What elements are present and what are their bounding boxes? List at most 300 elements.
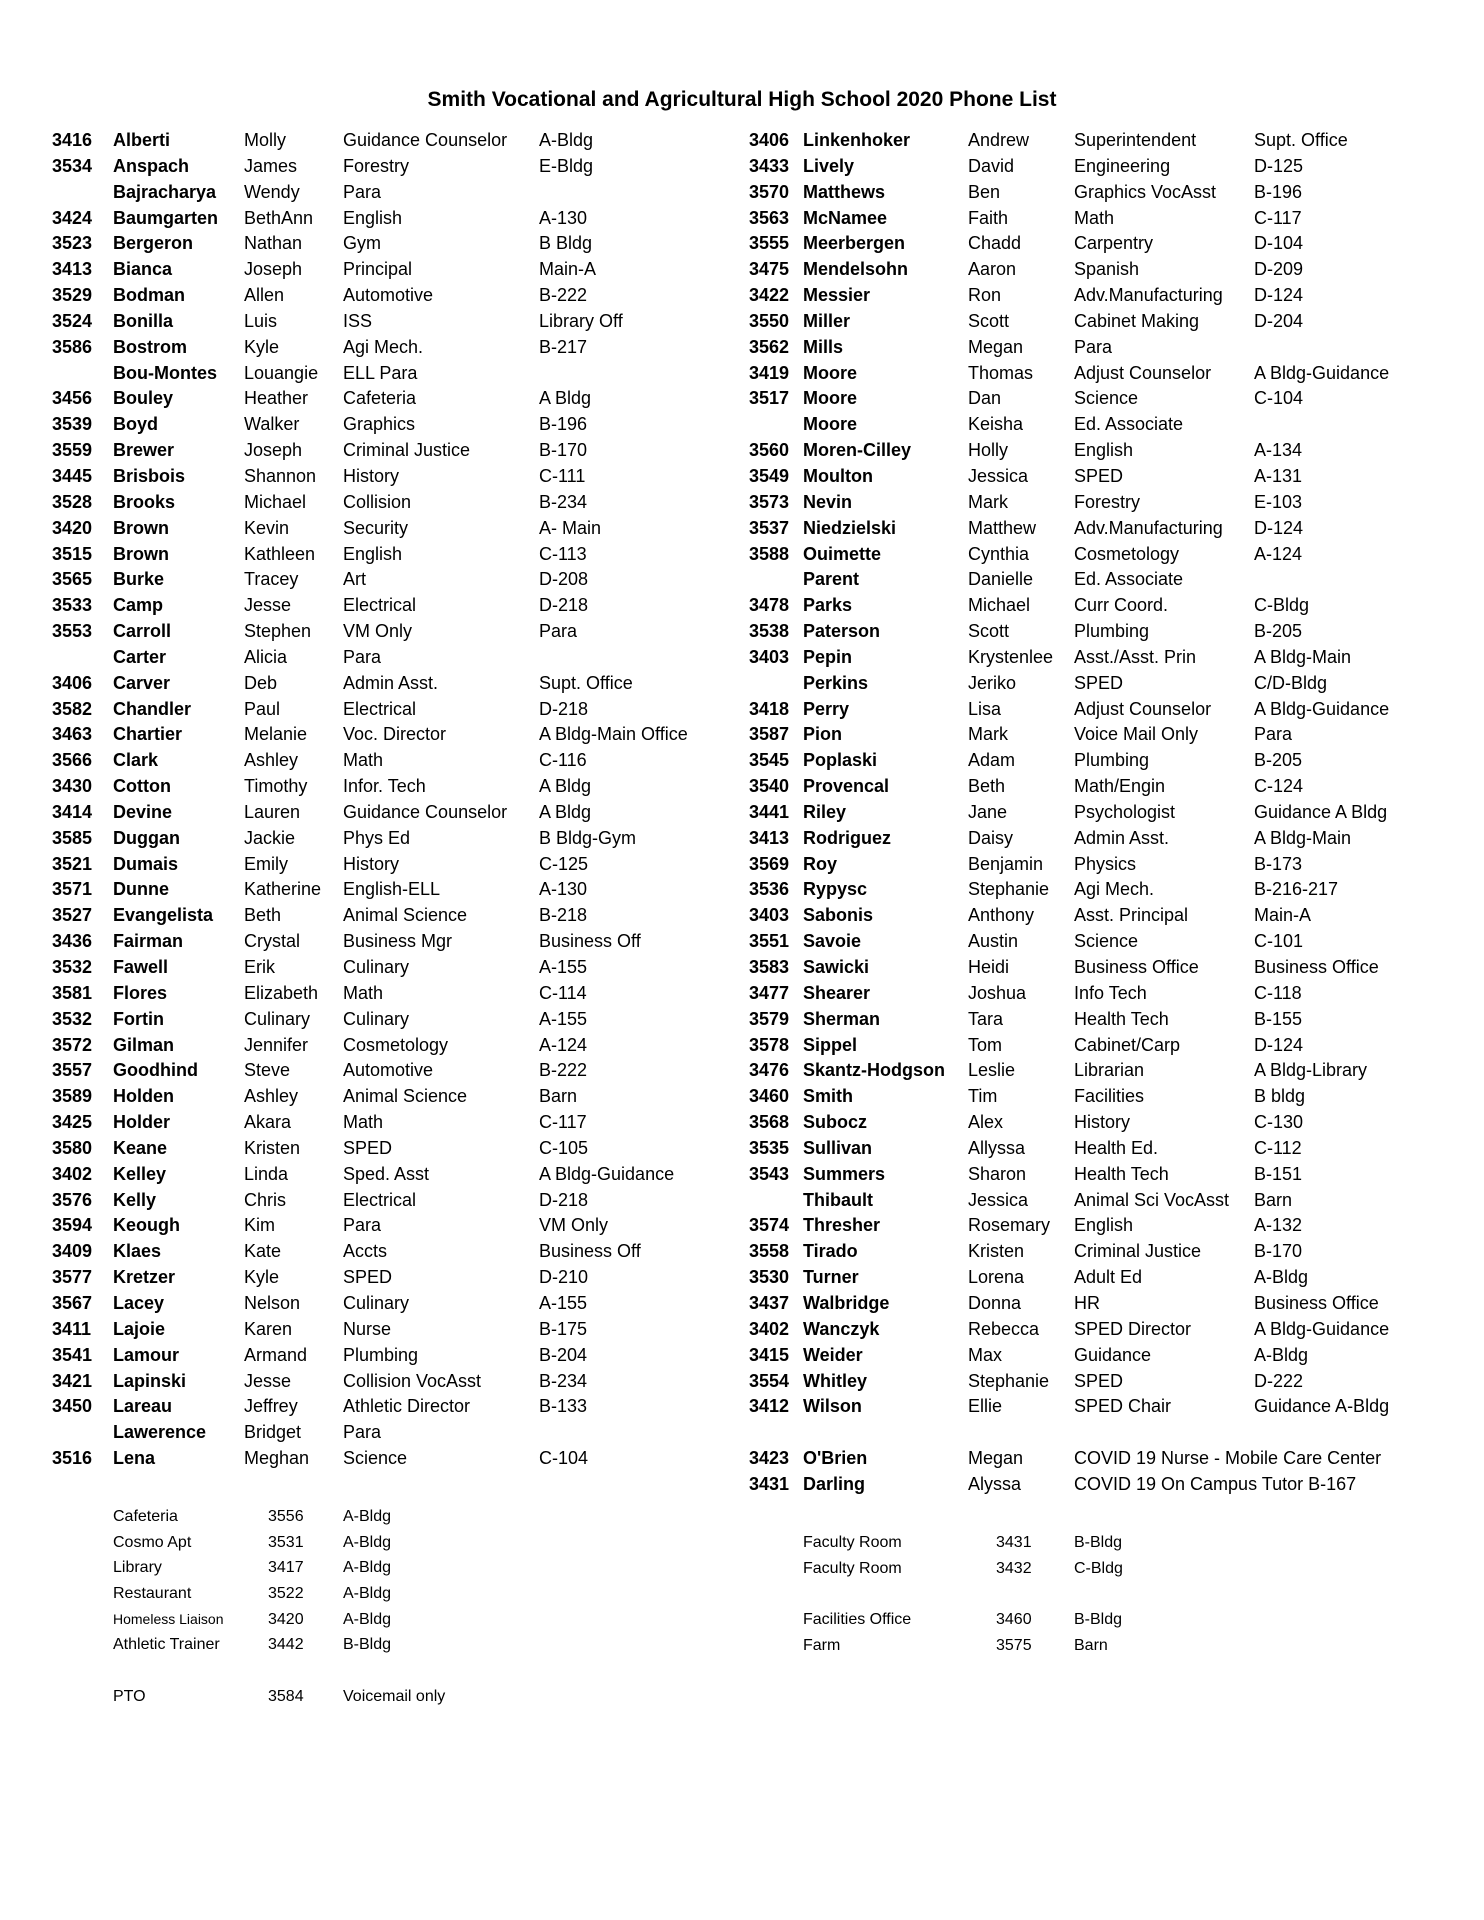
room: B-175 <box>539 1318 588 1339</box>
last-name: Weider <box>803 1344 863 1365</box>
room: E-Bldg <box>539 155 594 176</box>
room: C/D-Bldg <box>1254 672 1328 693</box>
room: C-105 <box>539 1137 589 1158</box>
room: B-133 <box>539 1396 588 1417</box>
last-name: Lapinski <box>113 1370 187 1391</box>
room: A-134 <box>1254 440 1303 461</box>
first-name: Adam <box>968 750 1016 771</box>
room: A Bldg-Main <box>1254 646 1352 667</box>
extension: 3431 <box>996 1534 1032 1551</box>
room: B-234 <box>539 1370 588 1391</box>
extension: 3565 <box>52 569 93 590</box>
first-name: Luis <box>244 310 278 331</box>
department: Criminal Justice <box>343 440 471 461</box>
department: Adjust Counselor <box>1074 698 1212 719</box>
room: Supt. Office <box>539 672 633 693</box>
first-name: Lauren <box>244 801 301 822</box>
last-name: Baumgarten <box>113 207 219 228</box>
last-name: Boyd <box>113 414 158 435</box>
extension: 3406 <box>52 672 93 693</box>
extension: 3450 <box>52 1396 93 1417</box>
department: Electrical <box>343 1189 417 1210</box>
building: Barn <box>1074 1636 1108 1654</box>
last-name: Moore <box>803 414 857 435</box>
last-name: Alberti <box>113 130 171 150</box>
room: D-125 <box>1254 155 1304 176</box>
extension: 3568 <box>749 1112 790 1133</box>
last-name: Savoie <box>803 931 862 952</box>
last-name: Smith <box>803 1086 854 1107</box>
extension: 3584 <box>268 1687 304 1705</box>
department: Art <box>343 569 367 590</box>
department: Security <box>343 517 409 538</box>
last-name: Lively <box>803 155 855 176</box>
extension: 3531 <box>268 1533 304 1551</box>
first-name: Aaron <box>968 259 1017 280</box>
first-name: Mark <box>968 491 1008 512</box>
department: Plumbing <box>1074 750 1150 771</box>
last-name: O'Brien <box>803 1448 868 1469</box>
extension: 3463 <box>52 724 93 745</box>
last-name: Wanczyk <box>803 1318 880 1339</box>
first-name: Allyssa <box>968 1137 1026 1158</box>
room: A-155 <box>539 1008 588 1029</box>
room: A Bldg-Guidance <box>1254 1318 1390 1339</box>
first-name: Heather <box>244 388 309 409</box>
room: A Bldg-Main <box>1254 827 1352 848</box>
room: B-234 <box>539 491 588 512</box>
department: Librarian <box>1074 1060 1145 1081</box>
last-name: Mendelsohn <box>803 259 909 280</box>
last-name: Bostrom <box>113 336 188 357</box>
last-name: Poplaski <box>803 750 878 771</box>
extension: 3553 <box>52 621 93 642</box>
department: Electrical <box>343 595 417 616</box>
room: D-124 <box>1254 285 1304 306</box>
first-name: Scott <box>968 310 1010 331</box>
first-name: Kyle <box>244 336 280 357</box>
room: A Bldg <box>539 388 592 409</box>
extension: 3583 <box>749 957 790 977</box>
last-name: Brown <box>113 543 169 564</box>
last-name: Perry <box>803 698 850 719</box>
department: Business Mgr <box>343 931 453 952</box>
last-name: Thresher <box>803 1215 881 1236</box>
extension: 3576 <box>52 1189 93 1210</box>
first-name: Megan <box>968 336 1024 357</box>
last-name: Messier <box>803 285 871 306</box>
first-name: Leslie <box>968 1060 1016 1081</box>
last-name: Clark <box>113 750 159 771</box>
department: VM Only <box>343 621 413 642</box>
department: Sped. Asst <box>343 1163 430 1184</box>
first-name: Donna <box>968 1292 1022 1313</box>
last-name: Matthews <box>803 181 886 202</box>
last-name: Pepin <box>803 646 853 667</box>
room: D-204 <box>1254 310 1304 331</box>
extension: 3573 <box>749 491 790 512</box>
first-name: Scott <box>968 621 1010 642</box>
building: B-Bldg <box>1074 1534 1123 1551</box>
room: A-130 <box>539 879 588 900</box>
extension: 3532 <box>52 1008 93 1029</box>
department: Ed. Associate <box>1074 414 1184 435</box>
extension: 3539 <box>52 414 93 435</box>
room: B-196 <box>539 414 588 435</box>
department: Science <box>1074 931 1139 952</box>
last-name: Sawicki <box>803 957 870 977</box>
first-name: Kristen <box>244 1137 301 1158</box>
extension: 3420 <box>52 517 93 538</box>
extension: 3556 <box>268 1508 304 1525</box>
first-name: Louangie <box>244 362 319 383</box>
extension: 3528 <box>52 491 93 512</box>
last-name: Cotton <box>113 776 171 797</box>
first-name: Tara <box>968 1008 1004 1029</box>
extension: 3571 <box>52 879 93 900</box>
extension: 3533 <box>52 595 93 616</box>
room: C-116 <box>539 750 587 771</box>
extension: 3424 <box>52 207 93 228</box>
extension: 3403 <box>749 905 790 926</box>
extension: 3536 <box>749 879 790 900</box>
extension: 3572 <box>52 1034 93 1055</box>
room: D-208 <box>539 569 589 590</box>
extension: 3402 <box>52 1163 93 1184</box>
department: Collision <box>343 491 412 512</box>
room: C-130 <box>1254 1112 1304 1133</box>
extension: 3416 <box>52 130 93 150</box>
room: D-218 <box>539 595 589 616</box>
last-name: Mills <box>803 336 844 357</box>
last-name: Fairman <box>113 931 184 952</box>
department: English <box>343 543 403 564</box>
department: Superintendent <box>1074 130 1197 150</box>
extension: 3413 <box>52 259 93 280</box>
first-name: Sharon <box>968 1163 1027 1184</box>
extension: 3554 <box>749 1370 790 1391</box>
extension: 3521 <box>52 853 93 874</box>
department: Admin Asst. <box>1074 827 1170 848</box>
last-name: Pion <box>803 724 842 745</box>
department: Animal Science <box>343 905 468 926</box>
extension: 3477 <box>749 982 790 1003</box>
last-name: Provencal <box>803 776 890 797</box>
extension: 3586 <box>52 336 93 357</box>
first-name: Keisha <box>968 414 1024 435</box>
building: A-Bldg <box>343 1533 392 1551</box>
room: A Bldg-Guidance <box>1254 698 1390 719</box>
first-name: Tracey <box>244 569 299 590</box>
first-name: Jeffrey <box>244 1396 298 1417</box>
extension: 3581 <box>52 982 93 1003</box>
department: Para <box>343 1215 382 1236</box>
last-name: Parent <box>803 569 860 590</box>
last-name: Bou-Montes <box>113 362 217 383</box>
extension: 3524 <box>52 310 93 331</box>
location-name: Cosmo Apt <box>113 1533 192 1551</box>
department: Voc. Director <box>343 724 447 745</box>
last-name: Dumais <box>113 853 179 874</box>
extension: 3411 <box>52 1318 92 1339</box>
extension: 3532 <box>52 957 93 977</box>
extension: 3537 <box>749 517 790 538</box>
extension: 3420 <box>268 1610 304 1628</box>
extension: 3442 <box>268 1636 304 1654</box>
department: Adv.Manufacturing <box>1074 517 1223 538</box>
room: A Bldg-Guidance <box>1254 362 1390 383</box>
last-name: Bajracharya <box>113 181 217 202</box>
last-name: Kelley <box>113 1163 167 1184</box>
extension: 3441 <box>749 801 790 822</box>
extension: 3569 <box>749 853 790 874</box>
extension: 3460 <box>996 1611 1032 1629</box>
last-name: Niedzielski <box>803 517 897 538</box>
department: Cosmetology <box>343 1034 449 1055</box>
last-name: Moore <box>803 388 857 409</box>
last-name: Goodhind <box>113 1060 198 1081</box>
last-name: Kelly <box>113 1189 157 1210</box>
building: A-Bldg <box>343 1585 392 1603</box>
first-name: Crystal <box>244 931 301 952</box>
page-title: Smith Vocational and Agricultural High School 2020 Phone List <box>427 88 1057 111</box>
first-name: Timothy <box>244 776 308 797</box>
last-name: Lareau <box>113 1396 173 1417</box>
first-name: Steve <box>244 1060 291 1081</box>
first-name: Benjamin <box>968 853 1044 874</box>
last-name: Moulton <box>803 465 873 486</box>
extension: 3587 <box>749 724 790 745</box>
room: D-124 <box>1254 1034 1304 1055</box>
department: Gym <box>343 233 381 254</box>
last-name: Roy <box>803 853 838 874</box>
department: Science <box>343 1448 408 1469</box>
first-name: Kate <box>244 1241 282 1262</box>
last-name: Lajoie <box>113 1318 166 1339</box>
location-name: Faculty Room <box>803 1534 902 1551</box>
last-name: Shearer <box>803 982 871 1003</box>
room: C-113 <box>539 543 587 564</box>
last-name: Tirado <box>803 1241 858 1262</box>
extension: 3517 <box>749 388 790 409</box>
first-name: Austin <box>968 931 1019 952</box>
first-name: BethAnn <box>244 207 314 228</box>
first-name: Michael <box>244 491 307 512</box>
last-name: Keane <box>113 1137 168 1158</box>
last-name: Subocz <box>803 1112 868 1133</box>
location-name: Homeless Liaison <box>113 1610 224 1627</box>
first-name: Culinary <box>244 1008 311 1029</box>
extension: 3575 <box>996 1636 1032 1654</box>
extension: 3418 <box>749 698 790 719</box>
department: Admin Asst. <box>343 672 439 693</box>
first-name: Allen <box>244 285 285 306</box>
first-name: Stephen <box>244 621 312 642</box>
department: Culinary <box>343 1008 410 1029</box>
department: Para <box>343 1422 382 1443</box>
first-name: Nathan <box>244 233 303 254</box>
last-name: Fawell <box>113 957 169 977</box>
building: C-Bldg <box>1074 1559 1123 1577</box>
department: Infor. Tech <box>343 776 426 797</box>
department: Forestry <box>1074 491 1141 512</box>
department: Math <box>343 750 384 771</box>
extension: 3535 <box>749 1137 790 1158</box>
room: C-104 <box>539 1448 589 1469</box>
last-name: Chartier <box>113 724 183 745</box>
extension: 3417 <box>268 1559 304 1577</box>
department: Plumbing <box>1074 621 1150 642</box>
room: Business Off <box>539 931 641 952</box>
first-name: Thomas <box>968 362 1034 383</box>
last-name: Bianca <box>113 259 173 280</box>
room: C-101 <box>1254 931 1304 952</box>
room: A-Bldg <box>539 130 594 150</box>
room: A-Bldg <box>1254 1344 1309 1365</box>
first-name: Akara <box>244 1112 292 1133</box>
location-name: Cafeteria <box>113 1508 178 1525</box>
department: Para <box>343 181 382 202</box>
last-name: Brisbois <box>113 465 186 486</box>
department: SPED <box>343 1137 393 1158</box>
room: Library Off <box>539 310 623 331</box>
extension: 3409 <box>52 1241 93 1262</box>
extension: 3551 <box>749 931 790 952</box>
room: Barn <box>539 1086 578 1107</box>
department: Culinary <box>343 1292 410 1313</box>
first-name: Krystenlee <box>968 646 1054 667</box>
department: Graphics <box>343 414 416 435</box>
room: C-104 <box>1254 388 1304 409</box>
room: Main-A <box>1254 905 1312 926</box>
first-name: Megan <box>968 1448 1024 1469</box>
first-name: Tim <box>968 1086 998 1107</box>
extension: 3580 <box>52 1137 93 1158</box>
building: A-Bldg <box>343 1508 392 1525</box>
first-name: Karen <box>244 1318 293 1339</box>
extension: 3445 <box>52 465 93 486</box>
first-name: Paul <box>244 698 281 719</box>
last-name: Wilson <box>803 1396 862 1417</box>
first-name: Chadd <box>968 233 1022 254</box>
room: D-218 <box>539 1189 589 1210</box>
extension: 3437 <box>749 1292 790 1313</box>
room: B bldg <box>1254 1086 1306 1107</box>
extension: 3589 <box>52 1086 93 1107</box>
department: History <box>1074 1112 1131 1133</box>
last-name: Walbridge <box>803 1292 890 1313</box>
extension: 3588 <box>749 543 790 564</box>
first-name: Armand <box>244 1344 308 1365</box>
last-name: Bonilla <box>113 310 174 331</box>
department: Health Ed. <box>1074 1137 1159 1158</box>
extension: 3594 <box>52 1215 93 1236</box>
department: Cafeteria <box>343 388 417 409</box>
extension: 3567 <box>52 1292 93 1313</box>
first-name: Lorena <box>968 1267 1025 1288</box>
building: B-Bldg <box>1074 1611 1123 1629</box>
room: Business Off <box>539 1241 641 1262</box>
last-name: Moren-Cilley <box>803 440 912 461</box>
covid-note: COVID 19 Nurse - Mobile Care Center <box>1074 1448 1382 1469</box>
first-name: Elizabeth <box>244 982 319 1003</box>
department: Health Tech <box>1074 1163 1169 1184</box>
room: B Bldg <box>539 233 593 254</box>
first-name: Mark <box>968 724 1008 745</box>
department: Agi Mech. <box>1074 879 1155 900</box>
room: C-117 <box>539 1112 587 1133</box>
extension: 3402 <box>749 1318 790 1339</box>
last-name: Bouley <box>113 388 174 409</box>
extension: 3559 <box>52 440 93 461</box>
room: C-125 <box>539 853 589 874</box>
last-name: Miller <box>803 310 851 331</box>
first-name: Jessica <box>968 465 1029 486</box>
room: C-114 <box>539 982 587 1003</box>
last-name: Brown <box>113 517 169 538</box>
extension: 3558 <box>749 1241 790 1262</box>
first-name: Jane <box>968 801 1008 822</box>
first-name: Walker <box>244 414 300 435</box>
last-name: Skantz-Hodgson <box>803 1060 945 1081</box>
extension: 3582 <box>52 698 93 719</box>
extension: 3515 <box>52 543 93 564</box>
covid-note: COVID 19 On Campus Tutor B-167 <box>1074 1473 1357 1494</box>
extension: 3557 <box>52 1060 93 1081</box>
extension: 3413 <box>749 827 790 848</box>
first-name: Cynthia <box>968 543 1030 564</box>
room: B-218 <box>539 905 588 926</box>
room: A Bldg-Guidance <box>539 1163 675 1184</box>
extension: 3527 <box>52 905 93 926</box>
extension: 3476 <box>749 1060 790 1081</box>
department: Para <box>1074 336 1113 357</box>
location-name: Faculty Room <box>803 1559 902 1577</box>
department: Nurse <box>343 1318 392 1339</box>
first-name: Daisy <box>968 827 1014 848</box>
room: C-118 <box>1254 982 1302 1003</box>
department: Psychologist <box>1074 801 1176 822</box>
first-name: Andrew <box>968 130 1030 150</box>
first-name: Stephanie <box>968 879 1050 900</box>
first-name: Jessica <box>968 1189 1029 1210</box>
department: Business Office <box>1074 957 1199 977</box>
room: D-210 <box>539 1267 589 1288</box>
extension: 3577 <box>52 1267 93 1288</box>
location-name: Library <box>113 1559 162 1577</box>
room: A- Main <box>539 517 602 538</box>
department: Phys Ed <box>343 827 411 848</box>
extension: 3529 <box>52 285 93 306</box>
first-name: Heidi <box>968 957 1010 977</box>
last-name: Sherman <box>803 1008 881 1029</box>
location-name: Facilities Office <box>803 1611 912 1629</box>
last-name: Moore <box>803 362 857 383</box>
first-name: Tom <box>968 1034 1003 1055</box>
last-name: Sippel <box>803 1034 858 1055</box>
first-name: Beth <box>244 905 282 926</box>
room: B-205 <box>1254 750 1303 771</box>
first-name: Jesse <box>244 595 292 616</box>
first-name: Max <box>968 1344 1003 1365</box>
last-name: Duggan <box>113 827 180 848</box>
first-name: Kevin <box>244 517 290 538</box>
extension: 3555 <box>749 233 790 254</box>
department: Spanish <box>1074 259 1140 280</box>
extension: 3578 <box>749 1034 790 1055</box>
department: SPED <box>1074 1370 1124 1391</box>
first-name: Michael <box>968 595 1031 616</box>
